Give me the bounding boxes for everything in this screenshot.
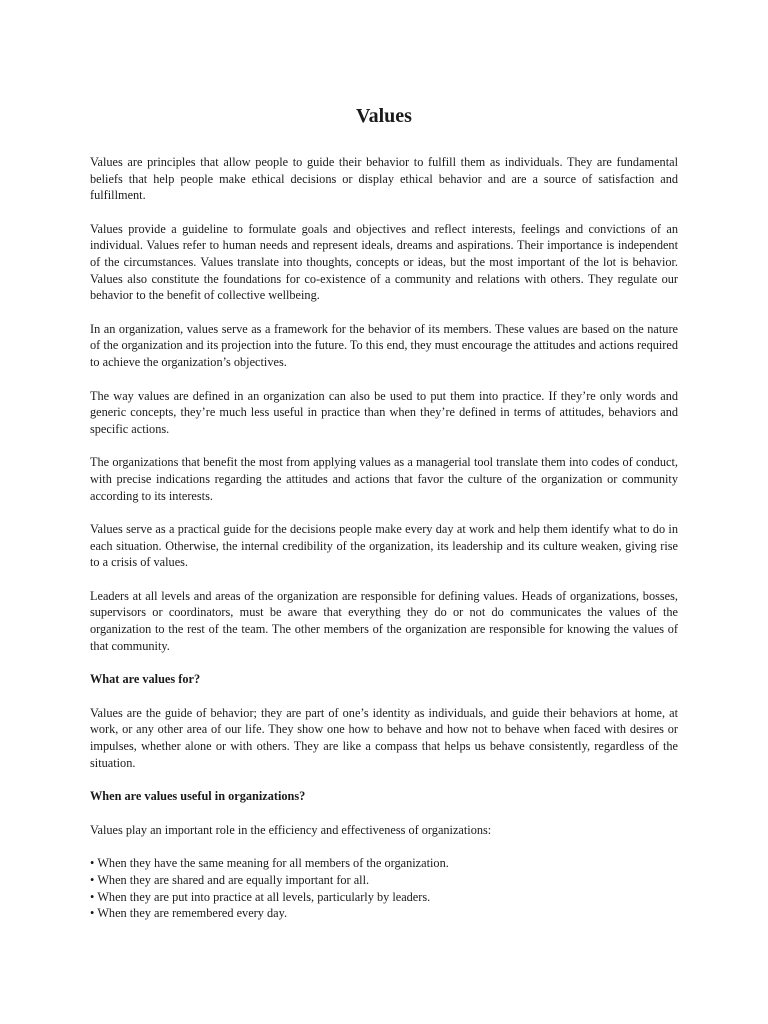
bullet-icon: • [90,856,95,871]
document-title: Values [356,105,412,127]
list-item-text: When they are shared and are equally important for all. [97,873,370,887]
paragraph-guide-of-behavior: Values are the guide of behavior; they are part of one’s identity as individuals, and guide their behaviors at home, at work, or any other area of our life. They show one how to behave and how not to behave when faced with desires or impulses, whether alone or with others. They are like a compass that helps us behave consistently, regardless of the situation. [90,705,678,770]
paragraph-leaders: Leaders at all levels and areas of the organization are responsible for defining values. Heads of organizations, bosses, supervisors or coordinators, must be aware that everything they do or not do communicates the values of the organization to the rest of the team. The other members of the organization are responsible for knowing the values of that community. [90,588,678,653]
list-item [90,889,678,906]
list-item-text: When they are put into practice at all levels, particularly by leaders. [97,889,431,904]
paragraph-guideline: Values provide a guideline to formulate goals and objectives and reflect interests, feelings and convictions of an individual. Values refer to human needs and represent ideals, dreams and aspirations. Their importance is independent of the circumstances. Values translate into thoughts, concepts or ideas, but the most important of the lot is behavior. Values also constitute the foundations for co-existence of a community and relations with others. They regulate our behavior to the benefit of collective wellbeing. [90,221,678,303]
section-heading-what-are-values-for: What are values for? [90,672,201,687]
bullet-list [90,855,678,921]
list-item-text: When they have the same meaning for all members of the organization. [97,856,449,871]
list-item [90,905,678,922]
section-heading-when-useful: When are values useful in organizations? [90,789,306,804]
bullet-icon: • [90,889,95,904]
list-item [90,855,678,872]
paragraph-definition: Values are principles that allow people to guide their behavior to fulfill them as individuals. They are fundamental beliefs that help people make ethical decisions or display ethical behavior and are a source of satisfaction and fulfillment. [90,155,678,203]
list-item [90,872,678,889]
paragraph-definition-practice: The way values are defined in an organization can also be used to put them into practice. If they’re only words and generic concepts, they’re much less useful in practice than when they’re defined in terms of attitudes, behaviors and specific actions. [90,388,678,436]
bullet-icon: • [90,906,95,921]
paragraph-practical-guide: Values serve as a practical guide for the decisions people make every day at work and help them identify what to do in each situation. Otherwise, the internal credibility of the organization, its leadership and its culture weaken, giving rise to a crisis of values. [90,522,678,570]
paragraph-important-role: Values play an important role in the efficiency and effectiveness of organizations: [90,822,492,837]
list-item-text: When they are remembered every day. [97,906,288,921]
bullet-icon: • [90,873,95,887]
paragraph-organization-framework: In an organization, values serve as a framework for the behavior of its members. These values are based on the nature of the organization and its projection into the future. To this end, they must encourage the attitudes and actions required to achieve the organization’s objectives. [90,321,678,369]
paragraph-codes-of-conduct: The organizations that benefit the most from applying values as a managerial tool translate them into codes of conduct, with precise indications regarding the attitudes and actions that favor the culture of the organization or community according to its interests. [90,455,678,503]
